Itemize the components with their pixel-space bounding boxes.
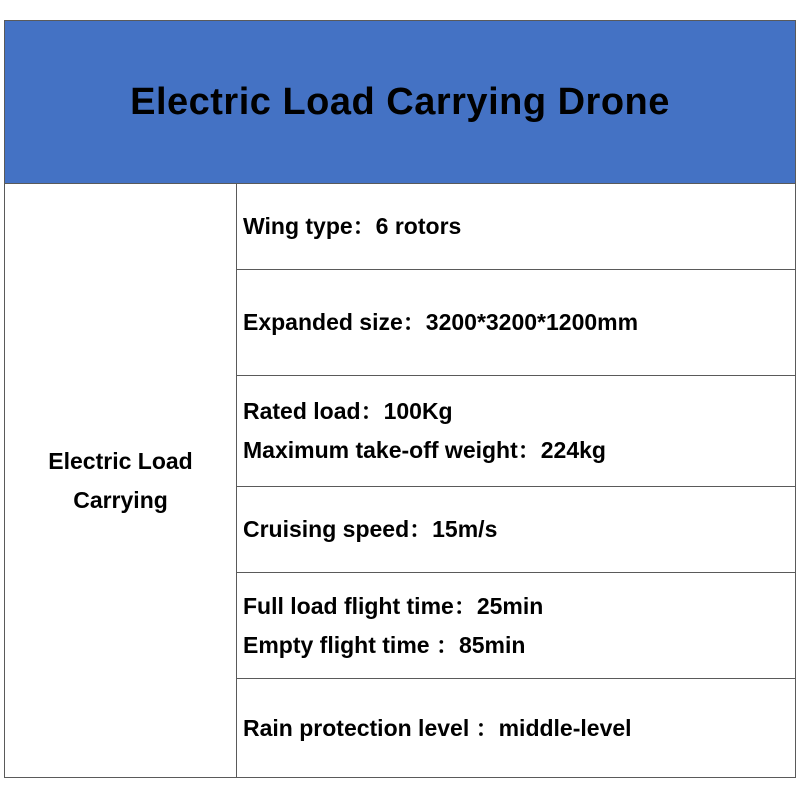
- spec-line: Maximum take-off weight：224kg: [243, 437, 606, 463]
- spec-row-flight-time: [237, 573, 795, 679]
- spec-list: [237, 184, 795, 777]
- spec-row-cruising-speed: [237, 487, 795, 573]
- category-label: Electric Load Carrying: [48, 447, 193, 513]
- spec-line: Wing type：6 rotors: [243, 213, 462, 239]
- spec-row-expanded-size: [237, 270, 795, 376]
- spec-row-rain-protection: [237, 679, 795, 777]
- spec-line: Full load flight time：25min: [243, 592, 544, 619]
- spec-row-wing-type: [237, 184, 795, 270]
- spec-line: Rain protection level ：middle-level: [243, 714, 632, 741]
- spec-table: [4, 20, 796, 778]
- page-title: Electric Load Carrying Drone: [130, 80, 670, 123]
- title-banner: [5, 21, 795, 184]
- spec-line: Expanded size：3200*3200*1200mm: [243, 309, 639, 335]
- spec-line: Rated load：100Kg: [243, 398, 453, 424]
- spec-line: Empty flight time ：85min: [243, 631, 526, 658]
- spec-line: Cruising speed：15m/s: [243, 516, 498, 542]
- spec-row-load: [237, 376, 795, 487]
- category-cell: [5, 184, 237, 777]
